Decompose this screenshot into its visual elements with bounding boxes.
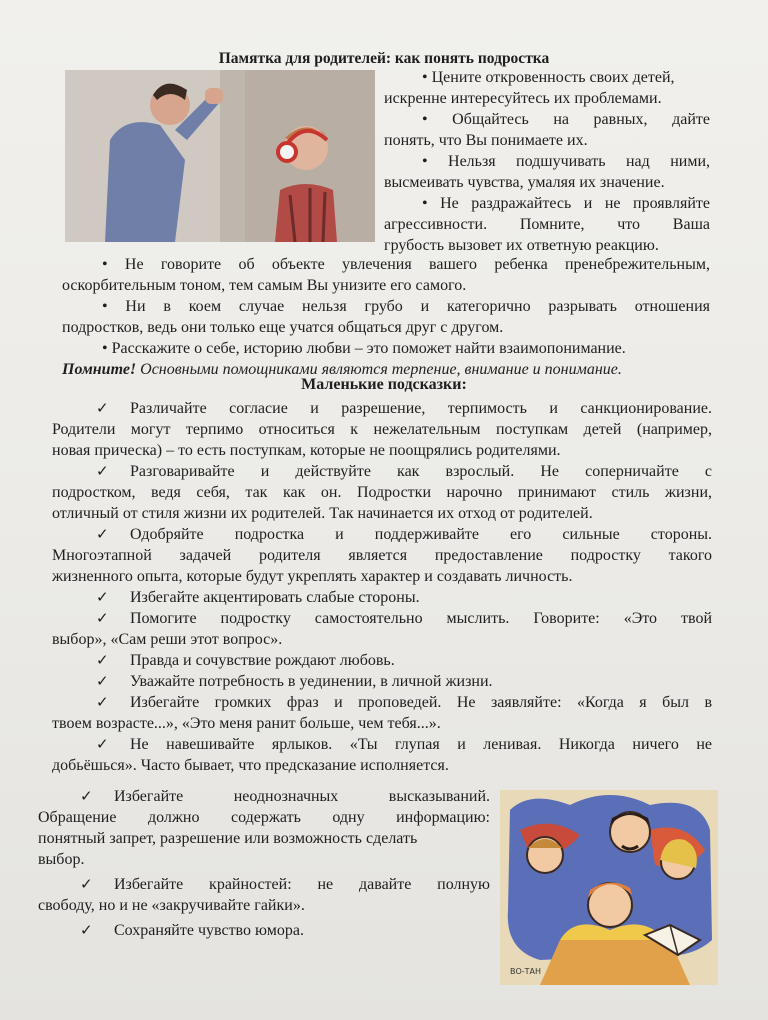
tip-line: выбор. — [38, 851, 85, 868]
bullet-line: • Не раздражайтесь и не проявляйте — [422, 195, 710, 212]
check-icon: ✓ — [96, 399, 109, 417]
tip-item — [52, 608, 712, 650]
bullet-line: оскорбительным тоном, тем самым Вы унизите его самого. — [62, 277, 467, 294]
tip-item — [38, 920, 490, 941]
bullet-line: • Общайтесь на равных, дайте — [422, 111, 710, 128]
tip-line: Избегайте крайностей: не давайте полную — [114, 876, 490, 893]
bullet-line: высмеивать чувства, умаляя их значение. — [384, 174, 665, 191]
tip-line: Различайте согласие и разрешение, терпимость и санкционирование. — [130, 400, 712, 417]
tip-item — [52, 671, 712, 692]
check-icon: ✓ — [96, 672, 109, 690]
remember-label: Помните! — [62, 361, 137, 378]
tip-line: Одобряйте подростка и поддерживайте его сильные стороны. — [130, 526, 712, 543]
bullet-line: • Ни в коем случае нельзя грубо и категорично разрывать отношения — [102, 298, 710, 315]
tip-line: Правда и сочувствие рождают любовь. — [130, 652, 395, 669]
check-icon: ✓ — [96, 651, 109, 669]
tip-line: Разговаривайте и действуйте как взрослый. Не соперничайте с — [130, 463, 712, 480]
tip-line: Уважайте потребность в уединении, в личной жизни. — [130, 673, 493, 690]
tip-line: подростком, ведя себя, так как он. Подростки нарочно принимают стиль жизни, — [52, 484, 712, 501]
check-icon: ✓ — [80, 787, 93, 805]
full-bullets — [62, 254, 710, 380]
tip-line: Многоэтапной задачей родителя является предоставление подростку такого — [52, 547, 712, 564]
remember-text: Основными помощниками являются терпение, внимание и понимание. — [136, 361, 622, 378]
tip-item — [52, 692, 712, 734]
bullet-line: • Расскажите о себе, историю любви – это поможет найти взаимопонимание. — [102, 340, 626, 357]
cartoon-signature: ВО-ТАН — [510, 967, 542, 976]
bullet-line: • Не говорите об объекте увлечения вашего ребенка пренебрежительным, — [102, 256, 710, 273]
bullet-block — [62, 254, 710, 296]
bullet-block — [62, 296, 710, 338]
check-icon: ✓ — [96, 693, 109, 711]
tip-line: новая прическа) – то есть поступкам, которые не поощрялись родителями. — [52, 442, 561, 459]
bullet-line: искренне интересуйтесь их проблемами. — [384, 90, 662, 107]
tip-line: выбор», «Сам реши этот вопрос». — [52, 631, 283, 648]
tip-item — [52, 461, 712, 524]
tip-line: понятный запрет, разрешение или возможность сделать — [38, 830, 418, 847]
tip-line: Помогите подростку самостоятельно мыслить. Говорите: «Это твой — [130, 610, 712, 627]
tip-item — [52, 650, 712, 671]
tip-line: Не навешивайте ярлыков. «Ты глупая и ленивая. Никогда ничего не — [130, 736, 712, 753]
bullet-line: подростков, ведь они только еще учатся общаться друг с другом. — [62, 319, 504, 336]
tip-item — [52, 587, 712, 608]
check-icon: ✓ — [80, 875, 93, 893]
bullet-block — [384, 151, 710, 193]
tip-line: Избегайте акцентировать слабые стороны. — [130, 589, 420, 606]
tip-line: Сохраняйте чувство юмора. — [114, 922, 304, 939]
tip-line: Избегайте громких фраз и проповедей. Не заявляйте: «Когда я был в — [130, 694, 712, 711]
tips-subtitle: Маленькие подсказки: — [301, 376, 467, 393]
bullet-block — [384, 67, 710, 109]
document-title: Памятка для родителей: как понять подростка — [218, 50, 550, 67]
tip-item — [52, 524, 712, 587]
bullet-block — [384, 109, 710, 151]
bullet-line: • Нельзя подшучивать над ними, — [422, 153, 710, 170]
check-icon: ✓ — [96, 588, 109, 606]
tip-item — [52, 734, 712, 776]
bullet-line: агрессивности. Помните, что Ваша — [384, 216, 710, 233]
photo-father-and-son — [65, 70, 375, 242]
tip-line: Избегайте неоднозначных высказываний. — [114, 788, 490, 805]
bullet-line: грубость вызовет их ответную реакцию. — [384, 237, 659, 254]
tip-line: твоем возрасте...», «Это меня ранит больше, чем тебя...». — [52, 715, 441, 732]
tip-line: Обращение должно содержать одну информацию: — [38, 809, 490, 826]
check-icon: ✓ — [96, 735, 109, 753]
tip-item — [38, 874, 490, 916]
bullet-line: • Цените откровенность своих детей, — [422, 69, 675, 86]
bullet-block — [384, 193, 710, 256]
tip-line: добьёшься». Часто бывает, что предсказание исполняется. — [52, 757, 449, 774]
top-bullets — [384, 67, 710, 256]
check-icon: ✓ — [96, 609, 109, 627]
tip-line: отличный от стиля жизни их родителей. Так начинается их отход от родителей. — [52, 505, 593, 522]
bullet-block — [62, 338, 710, 359]
tip-line: жизненного опыта, которые будут укреплять характер и создавать личность. — [52, 568, 573, 585]
tips-list — [52, 398, 712, 776]
tip-item — [52, 398, 712, 461]
tip-line: Родители могут терпимо относиться к нежелательным поступкам детей (например, — [52, 421, 712, 438]
bullet-line: понять, что Вы понимаете их. — [384, 132, 588, 149]
check-icon: ✓ — [96, 525, 109, 543]
narrow-tips — [38, 786, 490, 941]
check-icon: ✓ — [80, 921, 93, 939]
check-icon: ✓ — [96, 462, 109, 480]
tip-item — [38, 786, 490, 870]
tip-line: свободу, но и не «закручивайте гайки». — [38, 897, 305, 914]
cartoon-illustration — [500, 790, 718, 985]
